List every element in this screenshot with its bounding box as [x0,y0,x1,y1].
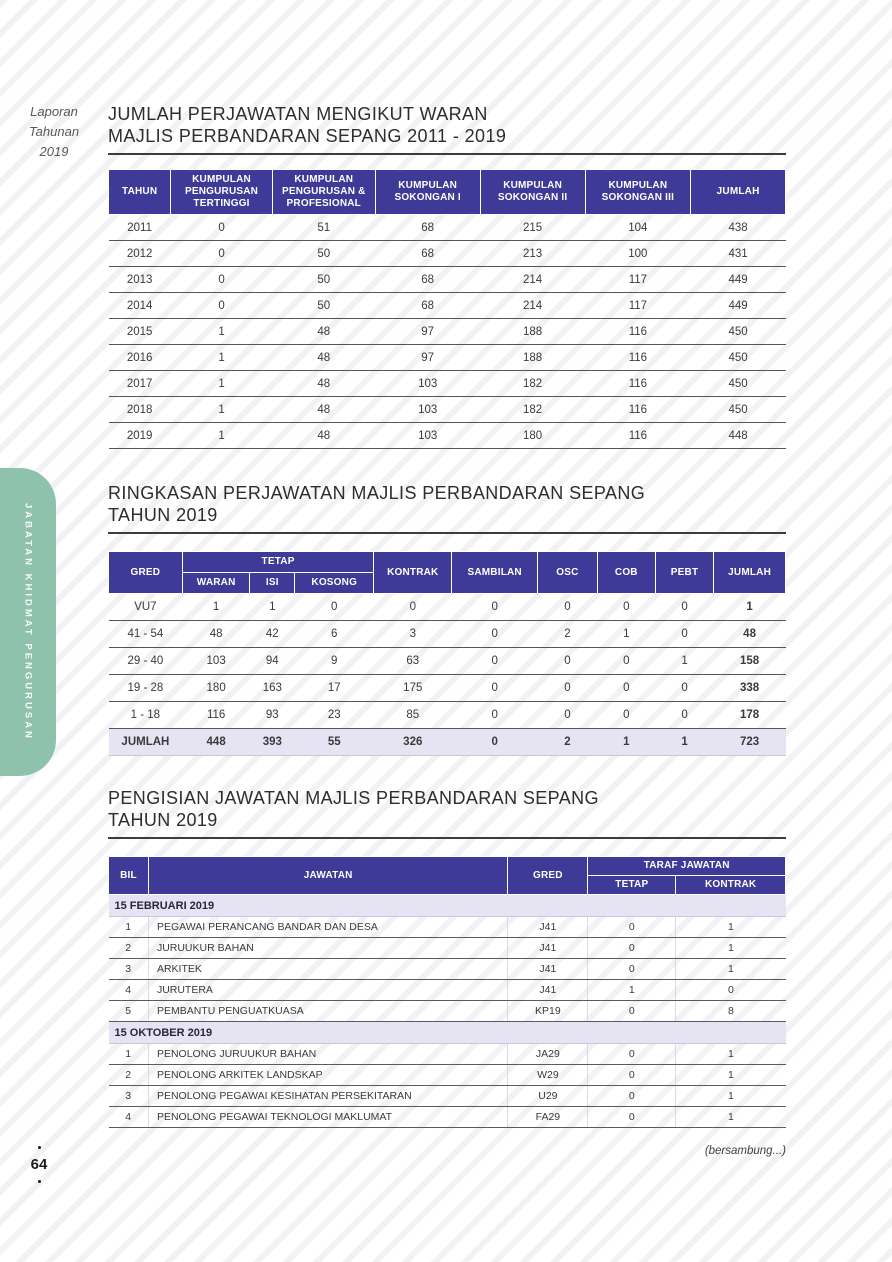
col-header-kontrak: KONTRAK [676,876,786,895]
table-cell: 85 [374,702,452,729]
table-cell: 0 [452,729,538,756]
table-cell: 180 [182,675,250,702]
section1-title-line2: MAJLIS PERBANDARAN SEPANG 2011 - 2019 [108,126,507,146]
table-group-label: 15 OKTOBER 2019 [109,1022,786,1044]
table-cell: 48 [272,423,375,449]
table-cell: 182 [480,397,585,423]
table-cell: 0 [538,675,598,702]
table-cell: 2018 [109,397,171,423]
table-cell: 41 - 54 [109,621,183,648]
table-row [109,423,786,449]
table-cell: 213 [480,241,585,267]
table-row [109,241,786,267]
table-row [109,938,786,959]
table-cell: 0 [655,702,713,729]
col-header-bil: BIL [109,857,149,895]
table-body [109,215,786,449]
table-cell: PENOLONG ARKITEK LANDSKAP [148,1065,508,1086]
table-cell: 0 [588,959,676,980]
table-cell: W29 [508,1065,588,1086]
table-cell: 0 [588,917,676,938]
table-cell: J41 [508,917,588,938]
table-cell: PEGAWAI PERANCANG BANDAR DAN DESA [148,917,508,938]
table-cell: 0 [171,267,273,293]
table-cell: JA29 [508,1044,588,1065]
section2-title [108,482,786,526]
table-body [109,895,786,1128]
table-cell: 450 [691,345,786,371]
table-cell: 2 [538,621,598,648]
table-cell: 116 [585,345,691,371]
table-cell: 0 [171,215,273,241]
table-cell: 723 [714,729,786,756]
section3-title-rule [108,837,786,839]
table-cell: 214 [480,293,585,319]
table-cell: 1 [171,397,273,423]
table-cell: ARKITEK [148,959,508,980]
table-row [109,1044,786,1065]
col-header-jumlah: JUMLAH [714,552,786,594]
table-cell: 0 [538,648,598,675]
table-cell: JURUUKUR BAHAN [148,938,508,959]
table-cell: 326 [374,729,452,756]
table-cell: 188 [480,345,585,371]
col-header-kosong: KOSONG [295,573,374,594]
col-header-jawatan: JAWATAN [148,857,508,895]
table-cell: 2012 [109,241,171,267]
table-cell: 450 [691,319,786,345]
table-cell: 103 [182,648,250,675]
table-cell: 2017 [109,371,171,397]
table-cell: 1 [597,729,655,756]
table-cell: 116 [585,371,691,397]
table-cell: 117 [585,293,691,319]
section2-title-line2: TAHUN 2019 [108,505,218,525]
table-cell: 50 [272,267,375,293]
table-cell: 50 [272,241,375,267]
table-cell: 19 - 28 [109,675,183,702]
table-cell: J41 [508,959,588,980]
table-cell: PENOLONG PEGAWAI KESIHATAN PERSEKITARAN [148,1086,508,1107]
table-row [109,675,786,702]
table-cell: 1 [182,594,250,621]
table-cell: 0 [597,702,655,729]
col-header-kumpulan-sokongan-2: KUMPULAN SOKONGAN II [480,170,585,215]
col-header-kumpulan-pengurusan-tertinggi: KUMPULAN PENGURUSAN TERTINGGI [171,170,273,215]
table-row [109,345,786,371]
col-header-tetap: TETAP [588,876,676,895]
col-header-isi: ISI [250,573,295,594]
table-cell: 450 [691,397,786,423]
table-cell: 23 [295,702,374,729]
table-cell: 6 [295,621,374,648]
table-header [109,857,786,895]
table-row [109,702,786,729]
department-tab [0,468,56,776]
col-header-cob: COB [597,552,655,594]
table-cell: 68 [375,267,480,293]
table-cell: 2016 [109,345,171,371]
table-row [109,917,786,938]
table-row [109,319,786,345]
table-cell: 2015 [109,319,171,345]
table-cell: 9 [295,648,374,675]
table-cell: 188 [480,319,585,345]
table-cell: 68 [375,215,480,241]
table-cell: 50 [272,293,375,319]
table-cell: 51 [272,215,375,241]
table-cell: 1 [171,319,273,345]
table-cell: 0 [452,675,538,702]
table-row [109,729,786,756]
table-row [109,648,786,675]
table-cell: 116 [182,702,250,729]
table-cell: JUMLAH [109,729,183,756]
table-row [109,980,786,1001]
table-cell: 2013 [109,267,171,293]
table-cell: 1 [109,1044,149,1065]
table-cell: 2 [538,729,598,756]
section2-title-rule [108,532,786,534]
table-cell: 2011 [109,215,171,241]
table-cell: U29 [508,1086,588,1107]
table-group-row [109,1022,786,1044]
table-cell: 1 [676,1086,786,1107]
table-cell: 0 [452,702,538,729]
table-cell: 393 [250,729,295,756]
page-marker-dot [38,1146,41,1149]
table-cell: 3 [109,959,149,980]
table-cell: 8 [676,1001,786,1022]
table-cell: 48 [714,621,786,648]
col-header-tetap-group: TETAP [182,552,374,573]
col-header-tahun: TAHUN [109,170,171,215]
table-cell: 0 [597,675,655,702]
page-content [108,103,786,1157]
table-cell: 0 [452,594,538,621]
table-cell: 0 [452,648,538,675]
col-header-kontrak: KONTRAK [374,552,452,594]
table-cell: 42 [250,621,295,648]
table-row [109,959,786,980]
table-cell: 214 [480,267,585,293]
table-cell: 48 [272,319,375,345]
table-cell: 158 [714,648,786,675]
section3-title [108,787,786,831]
corner-note-line: Tahunan [28,124,80,140]
table-cell: 0 [588,1065,676,1086]
report-corner-note [22,102,86,162]
table-cell: JURUTERA [148,980,508,1001]
table-cell: 97 [375,345,480,371]
table-cell: 116 [585,423,691,449]
table-cell: 0 [655,621,713,648]
table-cell: 0 [655,675,713,702]
table-row [109,621,786,648]
col-header-taraf-jawatan-group: TARAF JAWATAN [588,857,786,876]
table-cell: 0 [295,594,374,621]
table-body [109,594,786,729]
table-cell: 0 [597,594,655,621]
table-cell: 3 [109,1086,149,1107]
table-cell: 1 [171,345,273,371]
table-cell: 104 [585,215,691,241]
table-row [109,1065,786,1086]
table-cell: 48 [182,621,250,648]
table-cell: PEMBANTU PENGUATKUASA [148,1001,508,1022]
page-number: 64 [30,1156,48,1173]
table-row [109,1107,786,1128]
section3-title-line1: PENGISIAN JAWATAN MAJLIS PERBANDARAN SEPANG [108,788,599,808]
table-row [109,267,786,293]
table-cell: 450 [691,371,786,397]
table-cell: 2 [109,1065,149,1086]
table-cell: VU7 [109,594,183,621]
table-cell: 0 [655,594,713,621]
page-marker-dot [38,1180,41,1183]
continuation-note: (bersambung...) [704,1145,786,1157]
col-header-pebt: PEBT [655,552,713,594]
table-cell: 438 [691,215,786,241]
table-cell: 215 [480,215,585,241]
table-cell: PENOLONG JURUUKUR BAHAN [148,1044,508,1065]
section3-title-line2: TAHUN 2019 [108,810,218,830]
table-cell: 0 [588,1001,676,1022]
table-cell: 68 [375,293,480,319]
corner-note-line: 2019 [39,144,69,160]
table-group-label: 15 FEBRUARI 2019 [109,895,786,917]
corner-note-line: Laporan [30,104,78,119]
perjawatan-summary-table [108,551,786,756]
table-cell: 0 [171,241,273,267]
table-cell: 0 [452,621,538,648]
section1-title [108,103,786,147]
table-cell: 5 [109,1001,149,1022]
table-cell: 1 [655,648,713,675]
table-cell: 1 [714,594,786,621]
table-cell: 178 [714,702,786,729]
table-cell: 449 [691,293,786,319]
col-header-sambilan: SAMBILAN [452,552,538,594]
table-cell: 94 [250,648,295,675]
table-cell: 338 [714,675,786,702]
table-row [109,1086,786,1107]
table-cell: 29 - 40 [109,648,183,675]
department-tab-label: JABATAN KHIDMAT PENGURUSAN [22,503,34,741]
table-cell: 97 [375,319,480,345]
pengisian-jawatan-table [108,856,786,1128]
table-cell: 0 [538,594,598,621]
table-cell: 0 [588,1086,676,1107]
table-totals-row [109,729,786,756]
table-cell: 4 [109,980,149,1001]
table-cell: 116 [585,319,691,345]
col-header-kumpulan-pengurusan-profesional: KUMPULAN PENGURUSAN & PROFESIONAL [272,170,375,215]
table-row [109,594,786,621]
table-cell: 1 [250,594,295,621]
table-cell: 4 [109,1107,149,1128]
table-cell: 117 [585,267,691,293]
table-cell: 182 [480,371,585,397]
table-cell: 2019 [109,423,171,449]
table-row [109,371,786,397]
table-cell: 1 [655,729,713,756]
section2-title-line1: RINGKASAN PERJAWATAN MAJLIS PERBANDARAN SEPANG [108,483,646,503]
table-cell: 1 [597,621,655,648]
table-cell: 63 [374,648,452,675]
table-cell: 103 [375,397,480,423]
table-cell: 1 [676,917,786,938]
table-cell: 103 [375,423,480,449]
table-cell: 1 [171,371,273,397]
table-cell: 1 [676,1065,786,1086]
table-cell: 2014 [109,293,171,319]
table-cell: 55 [295,729,374,756]
table-cell: 93 [250,702,295,729]
table-cell: 48 [272,345,375,371]
table-cell: 1 - 18 [109,702,183,729]
table-cell: 0 [588,938,676,959]
col-header-kumpulan-sokongan-1: KUMPULAN SOKONGAN I [375,170,480,215]
col-header-jumlah: JUMLAH [691,170,786,215]
table-cell: 103 [375,371,480,397]
table-cell: 431 [691,241,786,267]
table-cell: 175 [374,675,452,702]
page-number-block [28,1146,50,1183]
table-row [109,1001,786,1022]
table-cell: J41 [508,938,588,959]
col-header-gred: GRED [109,552,183,594]
table-cell: PENOLONG PEGAWAI TEKNOLOGI MAKLUMAT [148,1107,508,1128]
table-header [109,552,786,594]
waran-by-year-table [108,169,786,449]
col-header-waran: WARAN [182,573,250,594]
table-cell: 448 [691,423,786,449]
table-cell: 0 [676,980,786,1001]
table-cell: 48 [272,371,375,397]
table-cell: 448 [182,729,250,756]
table-cell: FA29 [508,1107,588,1128]
table-row [109,215,786,241]
table-cell: 17 [295,675,374,702]
table-cell: 0 [588,1107,676,1128]
table-cell: 2 [109,938,149,959]
table-cell: 0 [597,648,655,675]
table-cell: KP19 [508,1001,588,1022]
table-cell: 0 [171,293,273,319]
table-cell: 1 [676,959,786,980]
table-cell: 163 [250,675,295,702]
section1-title-rule [108,153,786,155]
table-cell: 0 [374,594,452,621]
table-cell: 48 [272,397,375,423]
table-cell: 68 [375,241,480,267]
col-header-kumpulan-sokongan-3: KUMPULAN SOKONGAN III [585,170,691,215]
table-cell: 1 [588,980,676,1001]
table-cell: 449 [691,267,786,293]
col-header-osc: OSC [538,552,598,594]
section1-title-line1: JUMLAH PERJAWATAN MENGIKUT WARAN [108,104,488,124]
table-cell: 100 [585,241,691,267]
table-cell: 3 [374,621,452,648]
table-cell: 1 [676,1107,786,1128]
table-group-row [109,895,786,917]
table-cell: 180 [480,423,585,449]
table-cell: J41 [508,980,588,1001]
table-header [109,170,786,215]
table-cell: 116 [585,397,691,423]
table-row [109,397,786,423]
table-row [109,293,786,319]
table-cell: 1 [171,423,273,449]
col-header-gred: GRED [508,857,588,895]
table-cell: 1 [676,1044,786,1065]
table-cell: 0 [538,702,598,729]
table-cell: 1 [109,917,149,938]
table-cell: 1 [676,938,786,959]
table-cell: 0 [588,1044,676,1065]
